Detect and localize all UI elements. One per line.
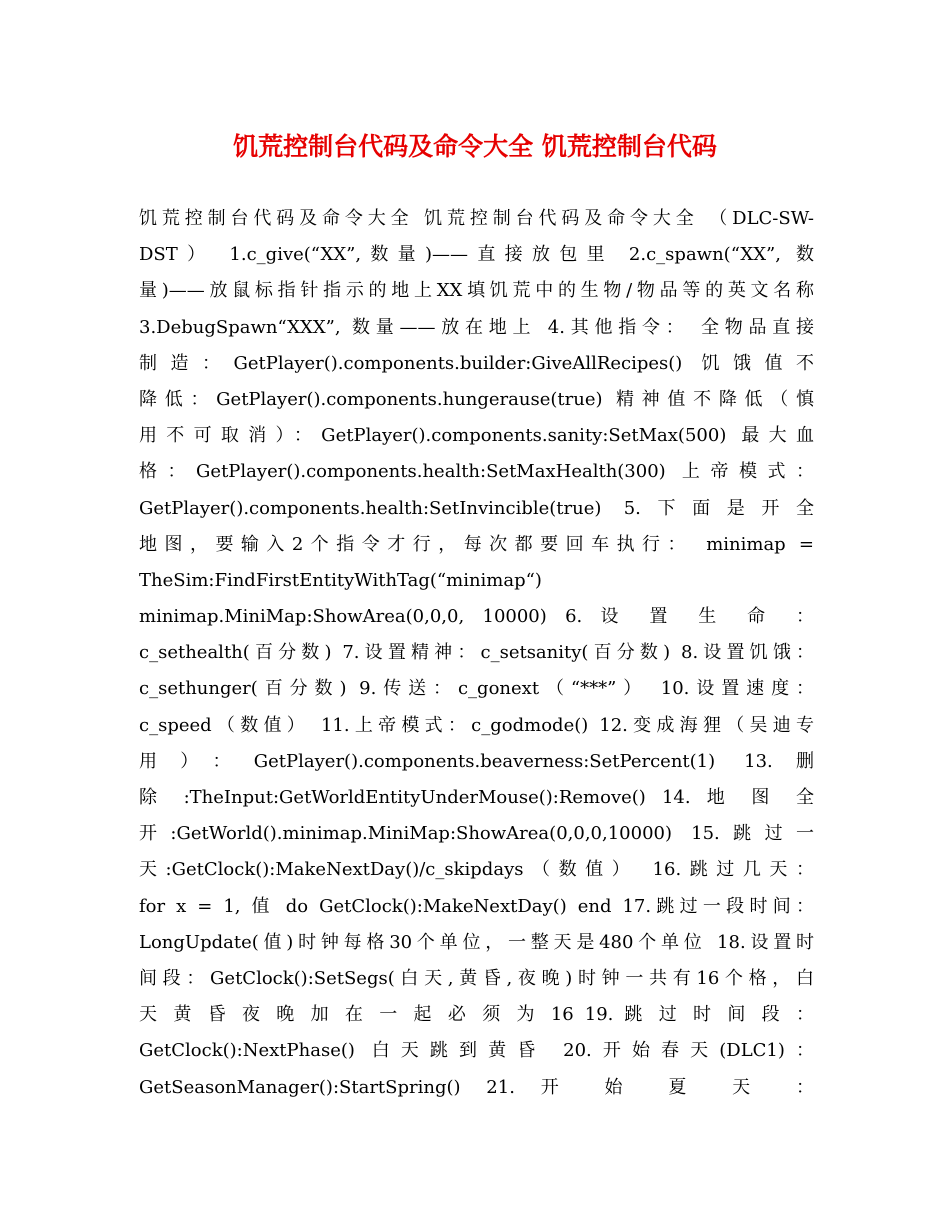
body-line: GetSeasonManager():StartSpring() 21. 开 始 夏 天 ： [139,1076,814,1098]
body-line: c_speed（数值） 11.上帝模式：c_godmode() 12.变成海狸（吴迪专 [139,714,814,736]
body-line: 间段：GetClock():SetSegs(白天,黄昏,夜晚)时钟一共有16个格，白 [139,967,814,989]
body-line: c_sethunger(百分数) 9.传送：c_gonext（“***”） 10.设置速度： [139,678,814,700]
body-line: 饥荒控制台代码及命令大全 饥荒控制台代码及命令大全 （DLC-SW- [139,208,814,229]
body-line: 用）：GetPlayer().components.beaverness:SetPercent(1) 13.删 [139,750,814,772]
document-title: 饥荒控制台代码及命令大全 饥荒控制台代码 [233,132,717,161]
body-line: 降低：GetPlayer().components.hungerause(true) 精神值不降低（慎 [139,388,814,410]
body-line: 除 :TheInput:GetWorldEntityUnderMouse():Remove() 14. 地 图 全 [139,787,814,808]
body-line: 格：GetPlayer().components.health:SetMaxHealth(300) 上帝模式： [139,461,814,483]
body-line: 用不可取消）：GetPlayer().components.sanity:SetMax(500) 最大血 [139,425,814,447]
body-line: TheSim:FindFirstEntityWithTag(“minimap“) [139,569,542,591]
body-line: GetClock():NextPhase() 白天跳到黄昏 20.开始春天(DLC1)： [139,1040,814,1062]
body-line: DST） 1.c_give(“XX”,数量)——直接放包里 2.c_spawn(“XX”, 数 [139,244,814,266]
body-line: 天:GetClock():MakeNextDay()/c_skipdays（数值） 16.跳过几天： [139,859,814,881]
body-line: 地图，要输入2个指令才行，每次都要回车执行： minimap = [139,533,814,555]
body-line: LongUpdate(值)时钟每格30个单位，一整天是480个单位 18.设置时 [139,931,814,953]
body-line: 制造：GetPlayer().components.builder:GiveAllRecipes() 饥饿值不 [139,352,814,374]
body-line: 3.DebugSpawn“XXX”, 数量——放在地上 4.其他指令： 全物品直接 [139,316,814,338]
body-line: GetPlayer().components.health:SetInvincible(true) 5.下面是开全 [139,497,814,519]
document-body [139,201,814,1106]
body-line: minimap.MiniMap:ShowArea(0,0,0, 10000) 6. 设 置 生 命 ： [139,606,814,628]
body-line: 天 黄 昏 夜 晚 加 在 一 起 必 须 为 16 19. 跳 过 时 间 段 ： [139,1004,814,1026]
body-line: for x = 1, 值 do GetClock():MakeNextDay() end 17.跳过一段时间： [139,895,814,917]
body-line: 量)——放鼠标指针指示的地上XX填饥荒中的生物/物品等的英文名称 [139,280,814,302]
body-line: 开:GetWorld().minimap.MiniMap:ShowArea(0,0,0,10000) 15.跳过一 [139,823,814,845]
body-line: c_sethealth(百分数) 7.设置精神：c_setsanity(百分数) 8.设置饥饿： [139,642,814,664]
